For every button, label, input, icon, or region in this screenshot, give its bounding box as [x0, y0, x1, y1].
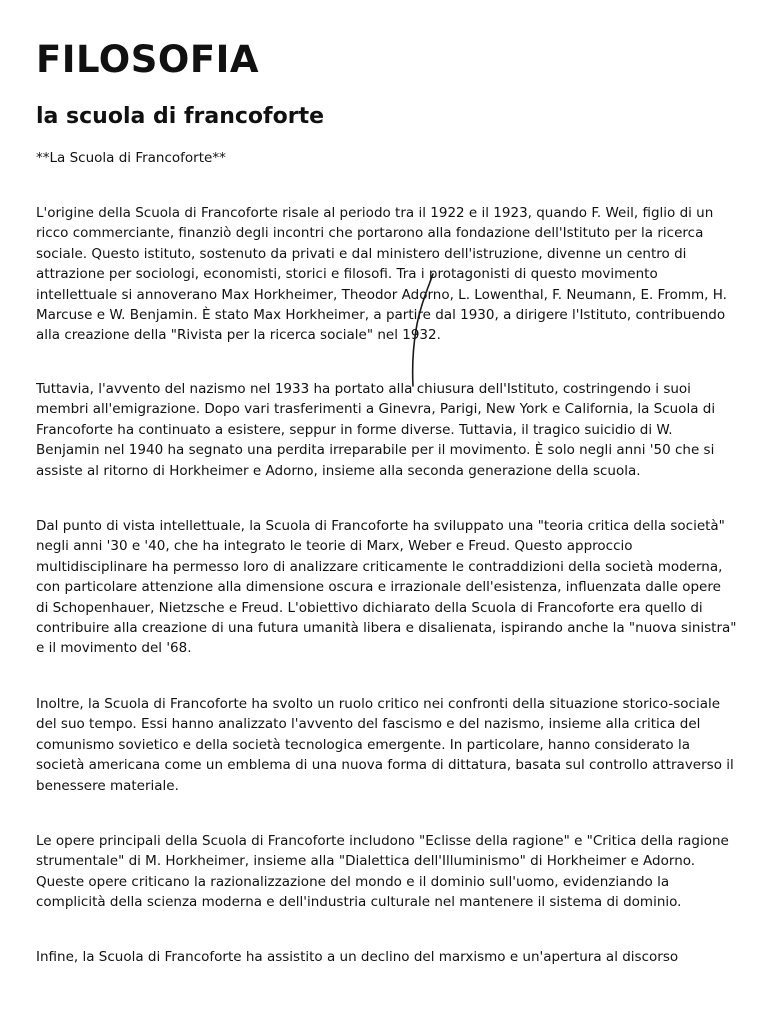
- paragraph-line: negli anni '30 e '40, che ha integrato le teorie di Marx, Weber e Freud. Questo approccio: [36, 538, 633, 555]
- paragraph-line: Francoforte ha continuato a esistere, seppur in forme diverse. Tuttavia, il tragico suicidio di W.: [36, 421, 673, 438]
- paragraph-line: del suo tempo. Essi hanno analizzato l'avvento del fascismo e del nazismo, insieme alla critica del: [36, 716, 701, 733]
- heading-line: [36, 148, 736, 168]
- heading-line-text: **La Scuola di Francoforte**: [36, 150, 226, 166]
- paragraph-line: intellettuale si annoverano Max Horkheimer, Theodor Adorno, L. Lowenthal, F. Neumann, E. Fromm, H.: [36, 286, 727, 303]
- paragraph-line: complicità della scienza moderna e dell'industria culturale nel mantenere il sistema di dominio.: [36, 894, 682, 911]
- paragraph-line: Infine, la Scuola di Francoforte ha assistito a un declino del marxismo e un'apertura al discorso: [36, 949, 679, 965]
- paragraph-line: Queste opere criticano la razionalizzazione del mondo e il dominio sull'uomo, evidenziando la: [36, 873, 670, 890]
- document-title: FILOSOFIA: [36, 38, 260, 81]
- paragraph-line: sociale. Questo istituto, sostenuto da privati e dal ministero dell'istruzione, divenne un centro di: [36, 245, 687, 262]
- paragraph-line: multidisciplinare ha permesso loro di analizzare criticamente le contraddizioni della società moderna,: [36, 558, 723, 575]
- paragraph-line: Tuttavia, l'avvento del nazismo nel 1933 ha portato alla chiusura dell'Istituto, costringendo i suoi: [36, 381, 691, 397]
- paragraph-critical-theory: [36, 516, 736, 659]
- paragraph-conclusion: [36, 947, 736, 967]
- paragraph-line: società americana come un emblema di una nuova forma di dittatura, basata sul controllo attraverso il: [36, 757, 734, 774]
- paragraph-line: strumentale" di M. Horkheimer, insieme alla "Dialettica dell'Illuminismo" di Horkheimer e Adorno.: [36, 853, 696, 870]
- paragraph-line: benessere materiale.: [36, 777, 179, 794]
- paragraph-main-works: [36, 831, 736, 913]
- paragraph-origin: [36, 203, 736, 346]
- paragraph-line: comunismo sovietico e della società tecnologica emergente. In particolare, hanno considerato la: [36, 736, 690, 753]
- paragraph-line: L'origine della Scuola di Francoforte risale al periodo tra il 1922 e il 1923, quando F. Weil, figlio di un: [36, 205, 714, 221]
- paragraph-line: Dal punto di vista intellettuale, la Scuola di Francoforte ha sviluppato una "teoria critica della società": [36, 518, 725, 534]
- paragraph-line: alla creazione della "Rivista per la ricerca sociale" nel 1932.: [36, 327, 441, 344]
- paragraph-nazism: [36, 379, 736, 481]
- document-subtitle: la scuola di francoforte: [36, 104, 325, 129]
- paragraph-line: di Schopenhauer, Nietzsche e Freud. L'obiettivo dichiarato della Scuola di Francoforte era quello di: [36, 599, 703, 616]
- paragraph-line: contribuire alla creazione di una futura umanità libera e disalienata, ispirando anche la "nuova sinistra": [36, 620, 737, 637]
- paragraph-line: membri all'emigrazione. Dopo vari trasferimenti a Ginevra, Parigi, New York e California, la Scuola di: [36, 401, 716, 418]
- paragraph-line: ricco commerciante, finanziò degli incontri che portarono alla fondazione dell'Istituto per la ricerca: [36, 225, 704, 242]
- paragraph-line: Marcuse e W. Benjamin. È stato Max Horkheimer, a partire dal 1930, a dirigere l'Istituto, contribuendo: [36, 307, 726, 324]
- paragraph-line: e il movimento del '68.: [36, 640, 192, 657]
- paragraph-line: con particolare attenzione alla dimensione oscura e irrazionale dell'esistenza, influenzata dalle opere: [36, 579, 721, 596]
- paragraph-line: Le opere principali della Scuola di Francoforte includono "Eclisse della ragione" e "Critica della ragione: [36, 833, 729, 849]
- paragraph-line: Inoltre, la Scuola di Francoforte ha svolto un ruolo critico nei confronti della situazione storico-sociale: [36, 696, 721, 712]
- paragraph-line: assiste al ritorno di Horkheimer e Adorno, insieme alla seconda generazione della scuola.: [36, 462, 641, 479]
- paragraph-critical-role: [36, 694, 736, 796]
- paragraph-line: Benjamin nel 1940 ha segnato una perdita irreparabile per il movimento. È solo negli anni '50 che si: [36, 442, 715, 459]
- paragraph-line: attrazione per sociologi, economisti, storici e filosofi. Tra i protagonisti di questo movimento: [36, 266, 658, 283]
